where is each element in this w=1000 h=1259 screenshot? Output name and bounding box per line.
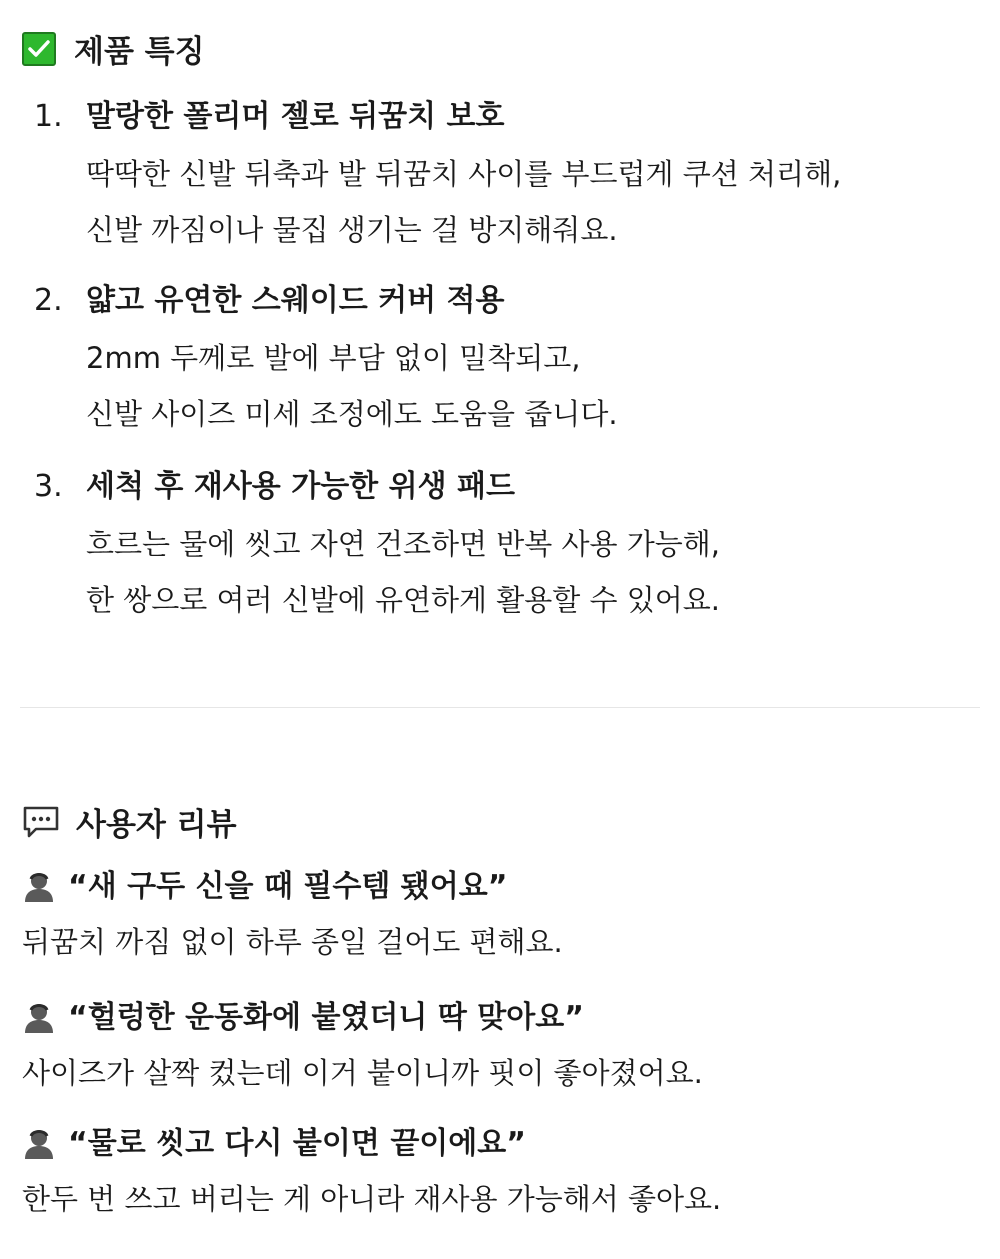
feature-desc-line: 신발 까짐이나 물집 생기는 걸 방지해줘요. [86,213,618,247]
features-heading [22,26,205,71]
feature-desc-line: 2mm 두께로 발에 부담 없이 밀착되고, [86,341,581,375]
review-title: “새 구두 신을 때 필수템 됐어요” [68,869,508,904]
feature-number: 3. [34,469,63,504]
feature-item [34,282,974,442]
check-box-icon [22,32,56,66]
section-divider [20,707,980,708]
feature-desc-line: 흐르는 물에 씻고 자연 건조하면 반복 사용 가능해, [86,527,721,561]
review-body: 사이즈가 살짝 컸는데 이거 붙이니까 핏이 좋아졌어요. [22,1056,703,1090]
feature-item [34,468,974,628]
feature-desc-line: 한 쌍으로 여러 신발에 유연하게 활용할 수 있어요. [86,583,721,617]
feature-title: 얇고 유연한 스웨이드 커버 적용 [86,283,505,318]
review-body: 뒤꿈치 까짐 없이 하루 종일 걸어도 편해요. [22,925,563,959]
feature-title: 세척 후 재사용 가능한 위생 패드 [86,469,515,504]
features-title: 제품 특징 [74,34,205,70]
reviews-heading [22,799,237,844]
person-icon [22,870,56,904]
reviews-title: 사용자 리뷰 [76,807,237,843]
review-item [22,1125,982,1219]
feature-number: 1. [34,99,63,134]
feature-desc-line: 신발 사이즈 미세 조정에도 도움을 줍니다. [86,397,618,431]
feature-desc-line: 딱딱한 신발 뒤축과 발 뒤꿈치 사이를 부드럽게 쿠션 처리해, [86,157,842,191]
review-title: “물로 씻고 다시 붙이면 끝이에요” [68,1126,526,1161]
person-icon [22,1127,56,1161]
feature-number: 2. [34,283,63,318]
feature-item [34,98,974,258]
speech-bubble-icon [22,805,60,839]
review-title: “헐렁한 운동화에 붙였더니 딱 맞아요” [68,1000,584,1035]
feature-title: 말랑한 폴리머 젤로 뒤꿈치 보호 [86,99,505,134]
review-body: 한두 번 쓰고 버리는 게 아니라 재사용 가능해서 좋아요. [22,1182,722,1216]
review-item [22,868,982,962]
review-item [22,999,982,1093]
person-icon [22,1001,56,1035]
